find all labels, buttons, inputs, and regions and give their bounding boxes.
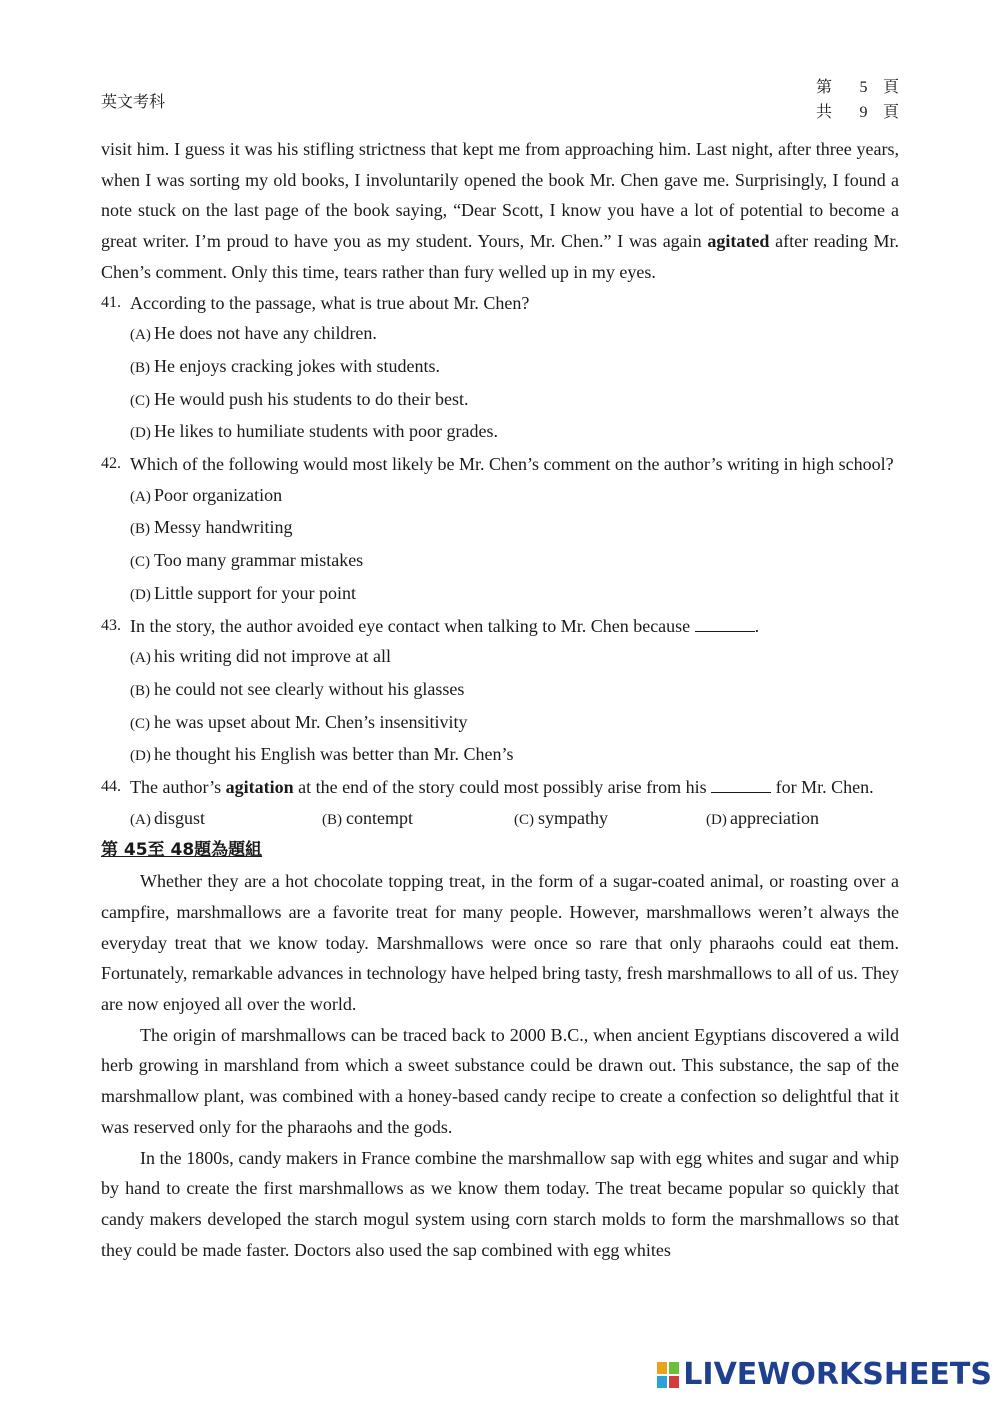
question-stem: According to the passage, what is true about Mr. Chen? (130, 292, 530, 313)
option-text: contempt (346, 807, 413, 828)
page-number: 5 (859, 79, 868, 96)
passage-text: after reading Mr. Chen’s comment. Only this time, tears rather than fury welled up in my eyes. (101, 231, 899, 282)
passage-paragraph (101, 134, 899, 288)
bold-word: agitation (225, 777, 294, 798)
option-letter: (D) (130, 425, 151, 442)
page-label-b: 頁 (882, 79, 899, 96)
question-stem: Which of the following would most likely be Mr. Chen’s comment on the author’s writing in high school? (130, 454, 894, 475)
subject-label: 英文考科 (101, 94, 166, 111)
option-a[interactable] (101, 318, 899, 351)
option-letter: (B) (130, 521, 150, 538)
option-text: disgust (154, 807, 206, 828)
option-text: He would push his students to do their best. (154, 388, 469, 409)
option-letter: (A) (130, 488, 151, 505)
logo-block (657, 1362, 667, 1374)
question-stem: at the end of the story could most possibly arise from his (293, 777, 707, 798)
page-label-a: 第 (816, 79, 833, 96)
logo-block (657, 1376, 667, 1388)
logo-icon (657, 1362, 679, 1388)
logo-block (669, 1376, 679, 1388)
option-text: Little support for your point (154, 582, 356, 603)
option-letter: (A) (130, 327, 151, 344)
option-text: Poor organization (154, 484, 283, 505)
bold-word: agitated (707, 231, 770, 252)
option-text: Too many grammar mistakes (154, 550, 364, 571)
question-44 (101, 772, 899, 803)
question-number: 41. (101, 293, 121, 311)
option-text: He likes to humiliate students with poor grades. (154, 421, 498, 442)
question-43: 43. In the story, the author avoided eye contact when talking to Mr. Chen because . (101, 611, 899, 642)
option-text: sympathy (538, 807, 608, 828)
passage-paragraph: Whether they are a hot chocolate topping treat, in the form of a sugar-coated animal, or roasting over a campfire, marshmallows are a favorite treat for many people. However, marshmallows weren’t always the everyday treat that we know today. Marshmallows were once so rare that only pharaohs could eat them. Fortunately, remarkable advances in technology have helped bring tasty, fresh marshmallows to all of us. They are now enjoyed all over the world. (101, 871, 899, 1014)
option-letter: (A) (130, 650, 151, 667)
option-letter: (D) (706, 811, 727, 828)
question-number: 42. (101, 455, 121, 473)
option-c[interactable] (101, 545, 899, 578)
option-c[interactable] (101, 384, 899, 417)
liveworksheets-logo (657, 1357, 992, 1392)
option-letter: (B) (130, 359, 150, 376)
question-41 (101, 288, 899, 319)
question-42 (101, 449, 899, 480)
option-letter: (B) (130, 682, 150, 699)
option-text: He does not have any children. (154, 323, 377, 344)
question-stem: for Mr. Chen. (775, 777, 874, 798)
total-label-a: 共 (816, 104, 833, 121)
logo-text: LIVEWORKSHEETS (683, 1357, 992, 1392)
option-b[interactable] (322, 803, 514, 836)
option-a[interactable] (101, 641, 899, 674)
option-b[interactable] (101, 512, 899, 545)
exam-content (101, 134, 899, 1265)
answer-blank[interactable] (695, 615, 755, 632)
question-stem: The author’s (130, 777, 226, 798)
option-c[interactable] (514, 803, 706, 836)
option-letter: (D) (130, 586, 151, 603)
total-pages: 9 (859, 104, 868, 121)
option-b[interactable] (101, 674, 899, 707)
option-b[interactable] (101, 351, 899, 384)
section-heading: 第 45至 48題為題組 (101, 840, 263, 861)
option-a[interactable] (130, 803, 322, 836)
question-number: 43. (101, 616, 121, 634)
option-d[interactable] (101, 739, 899, 772)
option-letter: (C) (514, 811, 534, 828)
option-text: appreciation (730, 807, 819, 828)
option-d[interactable] (101, 578, 899, 611)
option-text: Messy handwriting (154, 517, 293, 538)
option-text: he thought his English was better than Mr. Chen’s (154, 744, 514, 765)
answer-blank[interactable] (711, 776, 771, 793)
option-d[interactable] (101, 416, 899, 449)
option-letter: (C) (130, 715, 150, 732)
option-text: he could not see clearly without his glasses (154, 678, 465, 699)
total-label-b: 頁 (882, 104, 899, 121)
option-text: He enjoys cracking jokes with students. (154, 355, 440, 376)
option-letter: (C) (130, 392, 150, 409)
option-letter: (D) (130, 748, 151, 765)
option-a[interactable] (101, 480, 899, 513)
passage-paragraph: The origin of marshmallows can be traced back to 2000 B.C., when ancient Egyptians discovered a wild herb growing in marshland from which a sweet substance could be drawn out. This substance, the sap of the marshmallow plant, was combined with a honey-based candy recipe to create a confection so delightful that it was reserved only for the pharaohs and the gods. (101, 1024, 899, 1137)
option-letter: (A) (130, 811, 151, 828)
option-c[interactable] (101, 707, 899, 740)
option-letter: (B) (322, 811, 342, 828)
question-number: 44. (101, 778, 121, 796)
option-d[interactable] (706, 803, 898, 836)
option-text: he was upset about Mr. Chen’s insensitivity (154, 711, 468, 732)
page-info (816, 75, 899, 125)
options-row (101, 803, 899, 836)
passage-paragraph: In the 1800s, candy makers in France combine the marshmallow sap with egg whites and sugar and whip by hand to create the first marshmallows as we know them today. The treat became popular so quickly that candy makers developed the starch mogul system using corn starch molds to form the marshmallows so that they could be made faster. Doctors also used the sap combined with egg whites (101, 1147, 899, 1260)
logo-block (669, 1362, 679, 1374)
question-stem: In the story, the author avoided eye contact when talking to Mr. Chen because (130, 615, 691, 636)
passage-text: visit him. I guess it was his stifling strictness that kept me from approaching him. Last night, after three years, when I was sorting my old books, I involuntarily opened the book Mr. Chen gave me. Surprisingly, I found a note stuck on the last page of the book saying, “Dear Scott, I know you have a lot of potential to become a great writer. I’m proud to have you as my student. Yours, Mr. Chen.” I was again (101, 139, 899, 252)
option-letter: (C) (130, 554, 150, 571)
option-text: his writing did not improve at all (154, 646, 391, 667)
